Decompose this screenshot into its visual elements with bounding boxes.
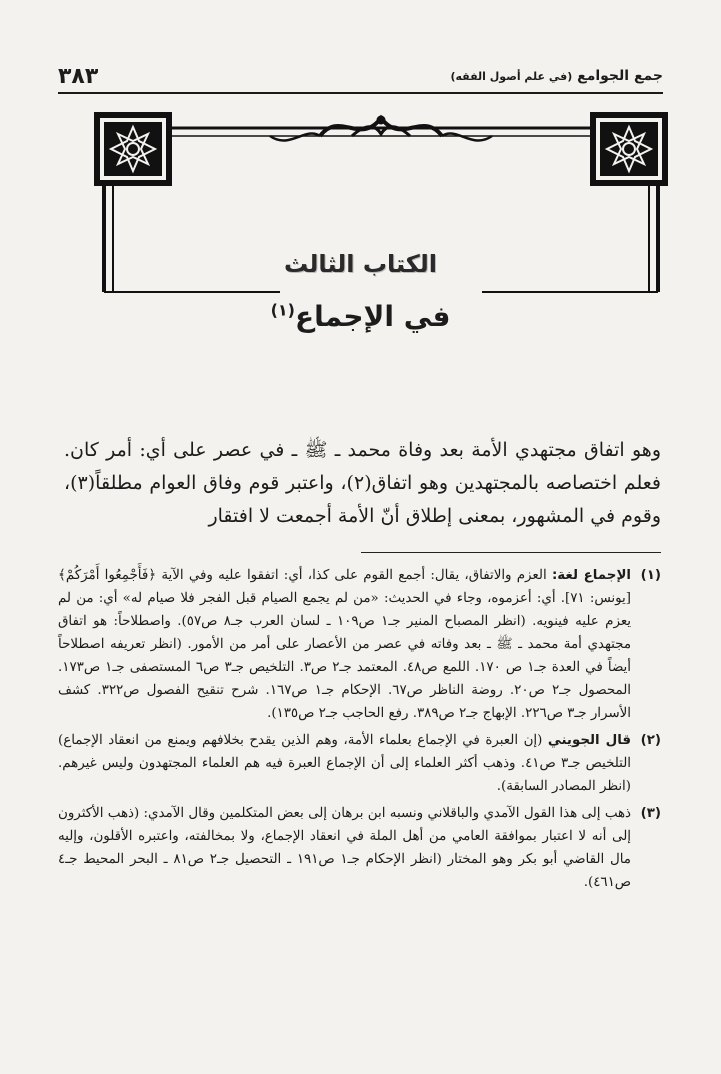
footnote-text: العزم والاتفاق، يقال: أجمع القوم على كذا، أي: اتفقوا عليه وفي الآية ﴿فَأَجْمِعُوا أَمْرَكُمْ﴾ [يونس: ٧١]. أي: أعزموه، وجاء في الحديث: «من لم يجمع الصيام قبل الفجر فلا صيام له» أي: من لم يعزم عليه فينويه. (انظر المصباح المنير جـ١ ص١٠٩ ـ لسان العرب جـ٨ ص٥٧). واصطلاحاً: هو اتفاق مجتهدي أمة محمد ـ ﷺ ـ بعد وفاته في عصر من الأعصار على أمر من الأمور. (انظر تعريفه اصطلاحاً أيضاً في العدة جـ١ ص ١٧٠. اللمع ص٤٨. المعتمد جـ٢ ص٣. التلخيص جـ٣ ص٦ المستصفى جـ١ ص١٧٣. المحصول جـ٢ ص٢٠. روضة الناظر ص٦٧. الإحكام جـ١ ص١٦٧. شرح تنقيح الفصول ص٣٢٢. كشف الأسرار جـ٣ ص٢٢٦. الإبهاج جـ٢ ص٣٨٩. رفع الحاجب جـ٢ ص١٣٥). [58,568,632,721]
main-paragraph: وهو اتفاق مجتهدي الأمة بعد وفاة محمد ـ ﷺ ـ في عصر على أي: أمر كان. فعلم اختصاصه بالمجتهدين وهو اتفاق(٢)، واعتبر قوم وفاق العوام مطلقاً(٣)، وقوم في المشهور، بمعنى إطلاق أنّ الأمة أجمعت لا افتقار [64,439,661,527]
right-corner-ornament [590,112,668,186]
footnote-1 [58,564,661,725]
footnote-2 [58,729,661,798]
book-section-label: الكتاب الثالث [284,250,437,278]
footnote-text: ذهب إلى هذا القول الآمدي والباقلاني ونسبه ابن برهان إلى بعض المتكلمين وقال الآمدي: (ذهب الأكثرون إلى أنه لا اعتبار بموافقة العامي من أهل الملة في انعقاد الإجماع، ولا بمخالفته، واعتبره الأقلون، وإليه مال القاضي أبو بكر وهو المختار (انظر الإحكام جـ١ ص١٩١ ـ التحصيل جـ٢ ص٨١ ـ البحر المحيط جـ٤ ص٤٦١). [58,806,631,890]
footnote-text: (إن العبرة في الإجماع بعلماء الأمة، وهم الذين يقدح بخلافهم ويمنع من انعقاد الإجماع) التلخيص جـ٣ ص٤١. وذهب أكثر العلماء إلى أن الإجماع العبرة فيه هم العلماء المجتهدون وليس غيرهم. (انظر المصادر السابقة). [58,733,632,794]
main-text [64,434,661,533]
footnote-lead: الإجماع لغة: [551,568,631,583]
chapter-title [0,300,721,333]
footnote-lead: قال الجويني [547,733,631,748]
footnote-number: (٣) [640,806,661,821]
left-corner-ornament [94,112,172,186]
footnote-number: (١) [640,568,661,583]
book-title [450,68,663,84]
book-subtitle: (في علم أصول الفقه) [450,70,573,83]
book-title-main: جمع الجوامع [577,68,663,84]
footnote-separator [361,552,661,553]
chapter-title-text: في الإجماع [294,300,451,333]
footnotes [58,564,661,898]
footnote-number: (٢) [640,733,661,748]
chapter-title-footnote-ref: (١) [270,300,295,320]
running-header [58,64,663,90]
page-number: ٣٨٣ [58,64,99,89]
header-rule [58,92,663,94]
footnote-3 [58,802,661,894]
